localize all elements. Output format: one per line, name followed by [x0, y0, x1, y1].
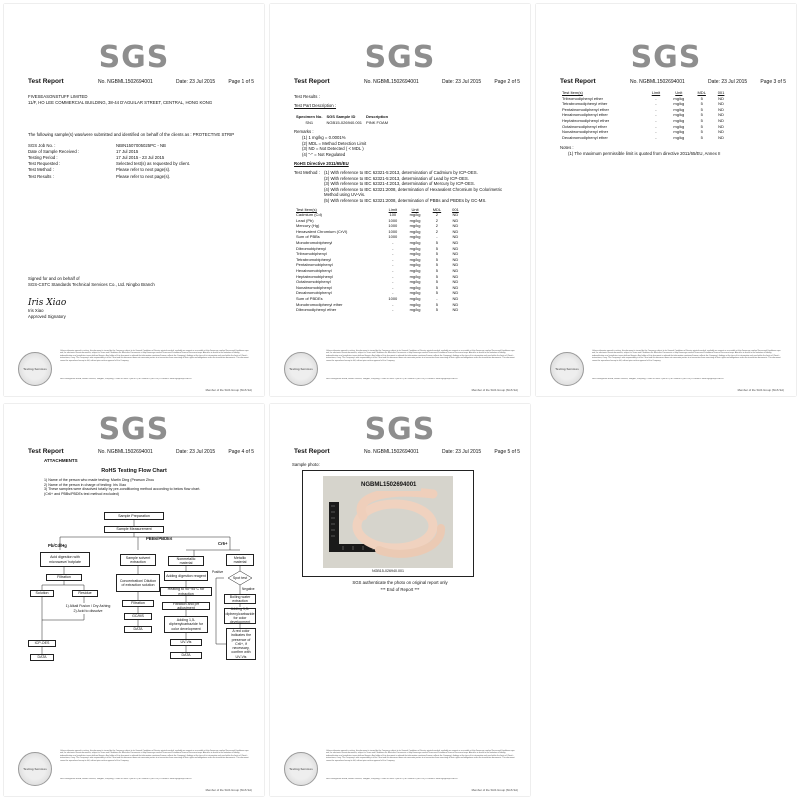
client-address: 11/F, HO LEE COMMERCIAL BUILDING, 38-44 D'AGUILAR STREET, CENTRAL, HONG KONG — [28, 100, 213, 106]
sgs-logo: SGS — [364, 40, 436, 75]
results-table — [560, 90, 730, 140]
table-cell: Tribromobiphenyl — [296, 251, 327, 257]
member-line: Member of the SGS Group (SGS SA) — [471, 788, 518, 792]
table-cell: 5 — [700, 101, 703, 107]
method-line: (1) With reference to IEC 62321-5:2013, determination of Cadmium by ICP-OES. — [324, 169, 478, 175]
table-cell: ND — [452, 301, 459, 307]
table-cell: ND — [718, 101, 724, 107]
table-cell: Decabromodiphenyl ether — [562, 134, 608, 140]
table-cell: mg/kg — [409, 290, 421, 296]
field-label: SGS Job No. : — [28, 142, 56, 148]
table-cell: Dibromodiphenyl ether — [296, 307, 337, 313]
column-header: MDL — [697, 90, 706, 95]
table-cell: Tetrabromobiphenyl — [296, 256, 332, 262]
table-cell: Heptabromodiphenyl ether — [562, 117, 610, 123]
photo-caption: NGB15-026940.001 — [372, 569, 404, 573]
column-header: 001 — [452, 206, 459, 212]
table-cell: 5 — [435, 256, 439, 262]
table-cell: mg/kg — [673, 134, 685, 140]
table-cell: 5 — [435, 279, 439, 285]
table-cell: - — [392, 256, 394, 262]
test-part-label: Test Part Description : — [294, 102, 337, 108]
signed-for: Signed for and on behalf of — [28, 275, 80, 281]
specimen-header: Specimen No. — [296, 114, 323, 120]
table-cell: Nonabromobiphenyl — [296, 284, 332, 290]
method-line: (5) With reference to IEC 62321:2008, determination of PBBs and PBDEs by GC-MS. — [324, 197, 487, 203]
table-cell: 5 — [435, 251, 439, 257]
table-cell: mg/kg — [409, 279, 421, 285]
report-date: Date: 23 Jul 2015 — [442, 449, 482, 455]
report-date: Date: 23 Jul 2015 — [442, 79, 482, 85]
report-title: Test Report — [294, 78, 330, 85]
table-cell: - — [655, 112, 657, 118]
table-cell: ND — [452, 245, 459, 251]
seal-text: Testing Services — [289, 767, 313, 771]
flow-box: Heating to 90~95°C for extraction — [160, 587, 212, 596]
table-cell: ND — [452, 228, 459, 234]
field-value: 17 Jul 2015 — [116, 148, 139, 154]
footer-address: No.8 Hengshan Road, Beilun District, Ningbo, Zhejiang, China 315800 t (86-574) 87288800 f (86-574) 87288801 www.sgsgroup.com.cn — [326, 778, 458, 780]
report-number: No. NGBML1502694001 — [364, 79, 419, 85]
specimen-cell: SN1 — [305, 119, 314, 125]
remarks-list — [294, 135, 518, 157]
footer-address: No.8 Hengshan Road, Beilun District, Ningbo, Zhejiang, China 315800 t (86-574) 87288800 f (86-574) 87288801 www.sgsgroup.com.cn — [592, 378, 724, 380]
flow-box: Spot test — [232, 575, 248, 580]
table-cell: 2 — [435, 212, 439, 218]
table-cell: 5 — [435, 307, 439, 313]
report-header — [28, 78, 254, 90]
flow-box: Metallic material — [226, 554, 254, 566]
flow-branch-label: Cr6+ — [218, 541, 228, 546]
table-cell: - — [655, 129, 657, 135]
method-line: (3) With reference to IEC 62321-4:2013, determination of Mercury by ICP-OES. — [324, 181, 475, 187]
table-cell: 2 — [435, 228, 439, 234]
table-cell: ND — [452, 234, 459, 240]
disclaimer: Unless otherwise agreed in writing, this document is issued by the Company subject to its General Conditions of Service printed overleaf, available on request or accessible at http://www.sgs.com/en/Terms-and-Conditions.aspx and, for electronic format documents, subject to Terms and Conditions for Electronic Documents at http://www.sgs.com/en/Terms-and-Conditions/Terms-e-Document.aspx. Attention is drawn to the limitation of liability, indemnification and jurisdiction issues defined therein. Any holder of this document is advised that information contained hereon reflects the Company's findings at the time of its intervention only and within the limits of Client's instructions, if any. The Company's sole responsibility is to its Client and this document does not exonerate parties to a transaction from exercising all their rights and obligations under the transaction documents. This document cannot be reproduced except in full, without prior written approval of the Company. — [592, 350, 781, 362]
signed-company: SGS-CSTC Standards Technical Services Co., Ltd. Ningbo Branch — [28, 282, 155, 288]
sgs-logo: SGS — [98, 412, 170, 447]
table-cell: Hexabromodiphenyl ether — [562, 112, 608, 118]
attachments-title: ATTACHMENTS — [44, 458, 78, 463]
sample-intro: The following sample(s) was/were submitted and identified on behalf of the clients as : PROTECTIVE STRIP — [28, 132, 235, 138]
flow-box: Acid digestion with microwave/ hotplate — [40, 552, 90, 567]
sample-photo-label: Sample photo: — [292, 462, 320, 467]
footer-address: No.8 Hengshan Road, Beilun District, Ningbo, Zhejiang, China 315800 t (86-574) 87288800 f (86-574) 87288801 www.sgsgroup.com.cn — [326, 378, 458, 380]
table-cell: - — [655, 101, 657, 107]
table-cell: Sum of PBBs — [296, 234, 320, 240]
table-cell: 5 — [435, 301, 439, 307]
page-number: Page 3 of 5 — [760, 79, 786, 85]
method-line: Method using UV-Vis. — [324, 192, 366, 198]
table-cell: mg/kg — [409, 223, 421, 229]
table-cell: ND — [452, 256, 459, 262]
flow-note: 1) Name of the person who made testing: Martin Ding (Pearson Zhou — [44, 478, 155, 482]
report-number: No. NGBML1502694001 — [630, 79, 685, 85]
flow-box: Adding 1,5-diphenylcarbazide for color development — [225, 607, 255, 625]
foam-strip-icon — [323, 476, 453, 568]
table-cell: mg/kg — [409, 284, 421, 290]
report-header — [560, 78, 786, 90]
column-header: 001 — [717, 90, 725, 95]
table-cell: 1000 — [388, 296, 398, 301]
remark: (1) 1 mg/kg = 0.0001% — [302, 134, 346, 140]
column-header: Unit — [411, 206, 419, 212]
disclaimer: Unless otherwise agreed in writing, this document is issued by the Company subject to its General Conditions of Service printed overleaf, available on request or accessible at http://www.sgs.com/en/Terms-and-Conditions.aspx and, for electronic format documents, subject to Terms and Conditions for Electronic Documents at http://www.sgs.com/en/Terms-and-Conditions/Terms-e-Document.aspx. Attention is drawn to the limitation of liability, indemnification and jurisdiction issues defined therein. Any holder of this document is advised that information contained hereon reflects the Company's findings at the time of its intervention only and within the limits of Client's instructions, if any. The Company's sole responsibility is to its Client and this document does not exonerate parties to a transaction from exercising all their rights and obligations under the transaction documents. This document cannot be reproduced except in full, without prior written approval of the Company. — [326, 750, 515, 762]
field-value: Please refer to next page(s). — [116, 173, 171, 179]
footer-address: No.8 Hengshan Road, Beilun District, Ningbo, Zhejiang, China 315800 t (86-574) 87288800 f (86-574) 87288801 www.sgsgroup.com.cn — [60, 378, 192, 380]
table-cell: - — [392, 307, 394, 313]
specimen-cell: NGB15-026940.001 — [326, 119, 363, 125]
table-cell: 5 — [700, 117, 703, 123]
page-number: Page 2 of 5 — [494, 79, 520, 85]
flow-box: Filtration — [122, 600, 154, 607]
table-cell: ND — [452, 284, 459, 290]
flow-box: DATA — [170, 652, 202, 659]
table-cell: ND — [452, 268, 459, 274]
table-cell: ND — [452, 217, 459, 223]
table-cell: ND — [452, 279, 459, 285]
flow-box: DATA — [124, 626, 152, 633]
table-cell: 5 — [700, 106, 703, 112]
sgs-seal-icon — [284, 752, 318, 786]
table-cell: Monobromobiphenyl — [296, 240, 333, 246]
table-cell: Hexabromobiphenyl — [296, 268, 332, 274]
table-cell: mg/kg — [409, 251, 421, 257]
table-cell: Hexavalent Chromium (CrVI) — [296, 228, 348, 234]
specimen-header: SGS Sample ID — [326, 114, 356, 120]
disclaimer: Unless otherwise agreed in writing, this document is issued by the Company subject to its General Conditions of Service printed overleaf, available on request or accessible at http://www.sgs.com/en/Terms-and-Conditions.aspx and, for electronic format documents, subject to Terms and Conditions for Electronic Documents at http://www.sgs.com/en/Terms-and-Conditions/Terms-e-Document.aspx. Attention is drawn to the limitation of liability, indemnification and jurisdiction issues defined therein. Any holder of this document is advised that information contained hereon reflects the Company's findings at the time of its intervention only and within the limits of Client's instructions, if any. The Company's sole responsibility is to its Client and this document does not exonerate parties to a transaction from exercising all their rights and obligations under the transaction documents. This document cannot be reproduced except in full, without prior written approval of the Company. — [60, 350, 249, 362]
specimen-header: Description — [366, 114, 389, 120]
table-cell: ND — [452, 290, 459, 296]
table-cell: Dibromobiphenyl — [296, 245, 327, 251]
table-cell: - — [392, 251, 394, 257]
member-line: Member of the SGS Group (SGS SA) — [205, 788, 252, 792]
table-cell: Nonabromodiphenyl ether — [562, 129, 609, 135]
table-cell: - — [655, 134, 657, 140]
table-cell: 5 — [435, 273, 439, 279]
flow-box: Adding 1,5-diphenylcarbazide for color development — [164, 616, 208, 633]
method-line: (4) With reference to IEC 62321:2008, determination of Hexavalent Chromium by Colorimetric — [324, 186, 503, 192]
table-cell: 5 — [435, 262, 439, 268]
table-cell: ND — [452, 296, 459, 301]
negative-label: Negative — [242, 587, 255, 591]
report-title: Test Report — [28, 448, 64, 455]
remarks-title: Remarks : — [294, 129, 314, 135]
test-results-label: Test Results : — [294, 94, 320, 99]
table-cell: 5 — [700, 129, 703, 135]
table-cell: - — [392, 279, 394, 285]
column-header: Test Item(s) — [296, 206, 317, 212]
table-cell: Pentabromodiphenyl ether — [562, 106, 609, 112]
table-cell: 5 — [700, 123, 703, 129]
table-cell: Mercury (Hg) — [296, 223, 320, 229]
table-cell: ND — [452, 240, 459, 246]
flow-box: GC/MS — [124, 613, 152, 620]
table-cell: mg/kg — [673, 106, 685, 112]
flow-box: Adding digestion reagent — [164, 571, 208, 581]
flow-box: Boiling water extraction — [224, 594, 256, 604]
test-method — [294, 170, 518, 204]
report-header — [294, 78, 520, 90]
directive-title: RoHS Directive 2011/65/EU — [294, 161, 349, 167]
flow-box: Nonmetallic material — [168, 556, 204, 566]
column-header: Limit — [388, 206, 398, 212]
page-number: Page 5 of 5 — [494, 449, 520, 455]
column-header: Unit — [675, 90, 683, 95]
flow-box: DATA — [30, 654, 54, 661]
flow-box: 1) Alkali Fusion / Dry Ashing 2) Acid to dissolve — [65, 604, 111, 613]
field-label: Test Method : — [28, 167, 54, 173]
table-cell: 5 — [435, 284, 439, 290]
member-line: Member of the SGS Group (SGS SA) — [471, 388, 518, 392]
sgs-seal-icon — [284, 352, 318, 386]
report-number: No. NGBML1502694001 — [98, 79, 153, 85]
table-cell: ND — [452, 223, 459, 229]
table-cell: - — [392, 290, 394, 296]
table-cell: mg/kg — [673, 101, 685, 107]
flow-branch-label: PBBs/PBDEs — [146, 536, 173, 541]
table-cell: Cadmium (Cd) — [296, 212, 323, 218]
table-cell: Lead (Pb) — [296, 217, 314, 223]
member-line: Member of the SGS Group (SGS SA) — [737, 388, 784, 392]
table-cell: 5 — [435, 240, 439, 246]
flow-box: UV-Vis — [170, 639, 202, 646]
table-cell: - — [655, 123, 657, 129]
table-cell: 5 — [435, 245, 439, 251]
seal-text: Testing Services — [23, 367, 47, 371]
table-cell: Heptabromobiphenyl — [296, 273, 333, 279]
table-cell: 100 — [389, 212, 397, 218]
column-header: Limit — [651, 90, 661, 95]
flow-box: Sample Measurement — [104, 526, 164, 533]
flow-box: Filtration and pH adjustment — [162, 602, 210, 610]
table-cell: - — [392, 245, 394, 251]
table-cell: Decabromobiphenyl — [296, 290, 332, 296]
table-cell: ND — [718, 134, 724, 140]
report-page-4 — [4, 404, 264, 796]
page-3-body — [560, 90, 784, 157]
field-value: NBIN1507005025PC - NB — [116, 142, 166, 148]
report-page-2 — [270, 4, 530, 396]
table-cell: mg/kg — [409, 217, 421, 223]
table-cell: Monobromodiphenyl ether — [296, 301, 343, 307]
signatory-name: Iris Xiao — [28, 308, 44, 314]
table-cell: 1000 — [388, 217, 398, 223]
table-cell: mg/kg — [409, 212, 421, 218]
table-cell: ND — [452, 212, 459, 218]
client-company: FIVESEASONSTUFF LIMITED — [28, 94, 88, 99]
table-cell: mg/kg — [673, 129, 685, 135]
report-date: Date: 23 Jul 2015 — [708, 79, 748, 85]
table-cell: 1000 — [388, 228, 398, 234]
sgs-seal-icon — [18, 752, 52, 786]
table-cell: - — [392, 262, 394, 268]
field-label: Test Results : — [28, 173, 54, 179]
table-cell: - — [436, 234, 438, 240]
member-line: Member of the SGS Group (SGS SA) — [205, 388, 252, 392]
field-value: Selected test(s) as requested by client. — [116, 161, 191, 167]
table-cell: Tribromodiphenyl ether — [562, 95, 603, 101]
flow-box: Residue — [72, 590, 98, 597]
table-cell: mg/kg — [673, 95, 685, 101]
flow-note: 3) These samples were dissolved totally by pre-conditioning method according to below flow chart. — [44, 487, 201, 492]
table-cell: ND — [718, 117, 724, 123]
table-cell: mg/kg — [409, 262, 421, 268]
table-cell: mg/kg — [409, 273, 421, 279]
authentic-note: SGS authenticate the photo on original report only — [352, 580, 448, 585]
table-cell: Octabromobiphenyl — [296, 279, 331, 285]
table-cell: 5 — [700, 112, 703, 118]
table-cell: mg/kg — [409, 245, 421, 251]
table-cell: ND — [718, 123, 724, 129]
table-cell: mg/kg — [673, 123, 685, 129]
flow-note: (Cr6+ and PBBs/PBDEs test method excluded) — [44, 491, 120, 496]
sgs-logo: SGS — [364, 412, 436, 447]
table-cell: 5 — [700, 95, 703, 101]
specimen-table — [294, 114, 390, 125]
flow-box: Filtration — [46, 574, 82, 581]
table-cell: - — [655, 117, 657, 123]
sgs-logo: SGS — [98, 40, 170, 75]
table-cell: mg/kg — [409, 234, 421, 240]
table-cell: - — [392, 301, 394, 307]
table-cell: - — [392, 273, 394, 279]
table-cell: 5 — [435, 290, 439, 296]
end-of-report: *** End of Report *** — [380, 587, 420, 592]
specimen-cell: PINK FOAM — [366, 119, 389, 125]
table-cell: Octabromodiphenyl ether — [562, 123, 607, 129]
table-cell: mg/kg — [673, 117, 685, 123]
table-cell: - — [436, 296, 438, 301]
sgs-logo: SGS — [630, 40, 702, 75]
report-page-1 — [4, 4, 264, 396]
seal-text: Testing Services — [23, 767, 47, 771]
flow-note: 2) Name of the person in charge of testing: Iris Xiao — [44, 482, 127, 487]
flow-box: A red color indicates the presence of Cr6+, if necessary, confirm with UV-Vis — [226, 628, 256, 660]
remark: (2) MDL = Method Detection Limit — [302, 140, 367, 146]
method-line: (2) With reference to IEC 62321-5:2013, determination of Lead by ICP-OES. — [324, 175, 469, 181]
table-cell: - — [655, 95, 657, 101]
page-number: Page 4 of 5 — [228, 449, 254, 455]
positive-label: Positive — [212, 570, 224, 574]
photo-frame — [302, 470, 474, 577]
table-cell: mg/kg — [673, 112, 685, 118]
table-cell: ND — [452, 307, 459, 313]
flow-box: Sample Preparation — [104, 512, 164, 520]
field-label: Testing Period : — [28, 155, 58, 161]
photo-sample-label: NGBML1502694001 — [361, 482, 417, 488]
seal-text: Testing Services — [555, 367, 579, 371]
table-cell: mg/kg — [409, 301, 421, 307]
table-cell: ND — [718, 112, 724, 118]
flow-box: Concentration/ Dilution of extraction solution — [116, 574, 160, 592]
sgs-seal-icon — [550, 352, 584, 386]
signatory-title: Approved Signatory — [28, 314, 66, 320]
column-header: Test Item(s) — [562, 90, 583, 95]
remark: (3) ND = Not Detected ( < MDL ) — [302, 146, 364, 152]
flow-chart-title: RoHS Testing Flow Chart — [101, 468, 167, 474]
table-cell: mg/kg — [409, 268, 421, 274]
table-cell: mg/kg — [409, 256, 421, 262]
footer-address: No.8 Hengshan Road, Beilun District, Ningbo, Zhejiang, China 315800 t (86-574) 87288800 f (86-574) 87288801 www.sgsgroup.com.cn — [60, 778, 192, 780]
table-cell: Pentabromobiphenyl — [296, 262, 333, 268]
table-row — [294, 307, 464, 313]
report-number: No. NGBML1502694001 — [98, 449, 153, 455]
table-cell: ND — [452, 262, 459, 268]
table-cell: ND — [718, 129, 724, 135]
table-cell: 1000 — [388, 223, 398, 229]
table-cell: - — [655, 106, 657, 112]
table-cell: mg/kg — [409, 307, 421, 313]
field-label: Date of Sample Received : — [28, 148, 80, 154]
results-table — [294, 207, 464, 313]
sample-photo — [323, 476, 453, 568]
page-2-body — [294, 94, 518, 313]
flow-branch-label: Pb/Cd/Hg — [48, 543, 67, 548]
report-page-5 — [270, 404, 530, 796]
signature: Iris Xiao — [28, 298, 67, 309]
table-cell: 5 — [700, 134, 703, 140]
table-cell: mg/kg — [409, 296, 421, 301]
page-1-body — [28, 94, 252, 321]
table-cell: ND — [718, 106, 724, 112]
sgs-seal-icon — [18, 352, 52, 386]
table-cell: Sum of PBDEs — [296, 296, 323, 301]
table-cell: Tetrabromodiphenyl ether — [562, 101, 608, 107]
field-value: Please refer to next page(s). — [116, 167, 171, 173]
report-title: Test Report — [28, 78, 64, 85]
column-header: MDL — [432, 206, 442, 212]
report-number: No. NGBML1502694001 — [364, 449, 419, 455]
report-page-3 — [536, 4, 796, 396]
report-title: Test Report — [294, 448, 330, 455]
table-cell: 1000 — [388, 234, 398, 240]
flow-box: ICP-OES — [28, 640, 56, 647]
method-label: Test Method : — [294, 169, 320, 175]
report-date: Date: 23 Jul 2015 — [176, 79, 216, 85]
table-cell: - — [392, 268, 394, 274]
table-cell: - — [392, 240, 394, 246]
flow-box: Solution — [30, 590, 54, 597]
note: (1) The maximum permissible limit is quoted from directive 2011/65/EU, Annex II — [568, 150, 721, 156]
table-cell: - — [392, 284, 394, 290]
report-title: Test Report — [560, 78, 596, 85]
table-cell: 5 — [435, 268, 439, 274]
report-date: Date: 23 Jul 2015 — [176, 449, 216, 455]
table-cell: 2 — [435, 223, 439, 229]
flow-box: Sample solvent extraction — [120, 554, 156, 566]
field-value: 17 Jul 2015 - 23 Jul 2015 — [116, 155, 165, 161]
table-cell: ND — [452, 251, 459, 257]
table-cell: 2 — [435, 217, 439, 223]
report-header — [294, 448, 520, 460]
seal-text: Testing Services — [289, 367, 313, 371]
table-cell: mg/kg — [409, 228, 421, 234]
remark: (4) "-" = Not Regulated — [302, 151, 346, 157]
page-number: Page 1 of 5 — [228, 79, 254, 85]
disclaimer: Unless otherwise agreed in writing, this document is issued by the Company subject to its General Conditions of Service printed overleaf, available on request or accessible at http://www.sgs.com/en/Terms-and-Conditions.aspx and, for electronic format documents, subject to Terms and Conditions for Electronic Documents at http://www.sgs.com/en/Terms-and-Conditions/Terms-e-Document.aspx. Attention is drawn to the limitation of liability, indemnification and jurisdiction issues defined therein. Any holder of this document is advised that information contained hereon reflects the Company's findings at the time of its intervention only and within the limits of Client's instructions, if any. The Company's sole responsibility is to its Client and this document does not exonerate parties to a transaction from exercising all their rights and obligations under the transaction documents. This document cannot be reproduced except in full, without prior written approval of the Company. — [60, 750, 249, 762]
field-label: Test Requested : — [28, 161, 61, 167]
table-cell: mg/kg — [409, 240, 421, 246]
disclaimer: Unless otherwise agreed in writing, this document is issued by the Company subject to its General Conditions of Service printed overleaf, available on request or accessible at http://www.sgs.com/en/Terms-and-Conditions.aspx and, for electronic format documents, subject to Terms and Conditions for Electronic Documents at http://www.sgs.com/en/Terms-and-Conditions/Terms-e-Document.aspx. Attention is drawn to the limitation of liability, indemnification and jurisdiction issues defined therein. Any holder of this document is advised that information contained hereon reflects the Company's findings at the time of its intervention only and within the limits of Client's instructions, if any. The Company's sole responsibility is to its Client and this document does not exonerate parties to a transaction from exercising all their rights and obligations under the transaction documents. This document cannot be reproduced except in full, without prior written approval of the Company. — [326, 350, 515, 362]
table-cell: ND — [718, 95, 724, 101]
table-cell: ND — [452, 273, 459, 279]
notes-label: Notes : — [560, 145, 574, 151]
